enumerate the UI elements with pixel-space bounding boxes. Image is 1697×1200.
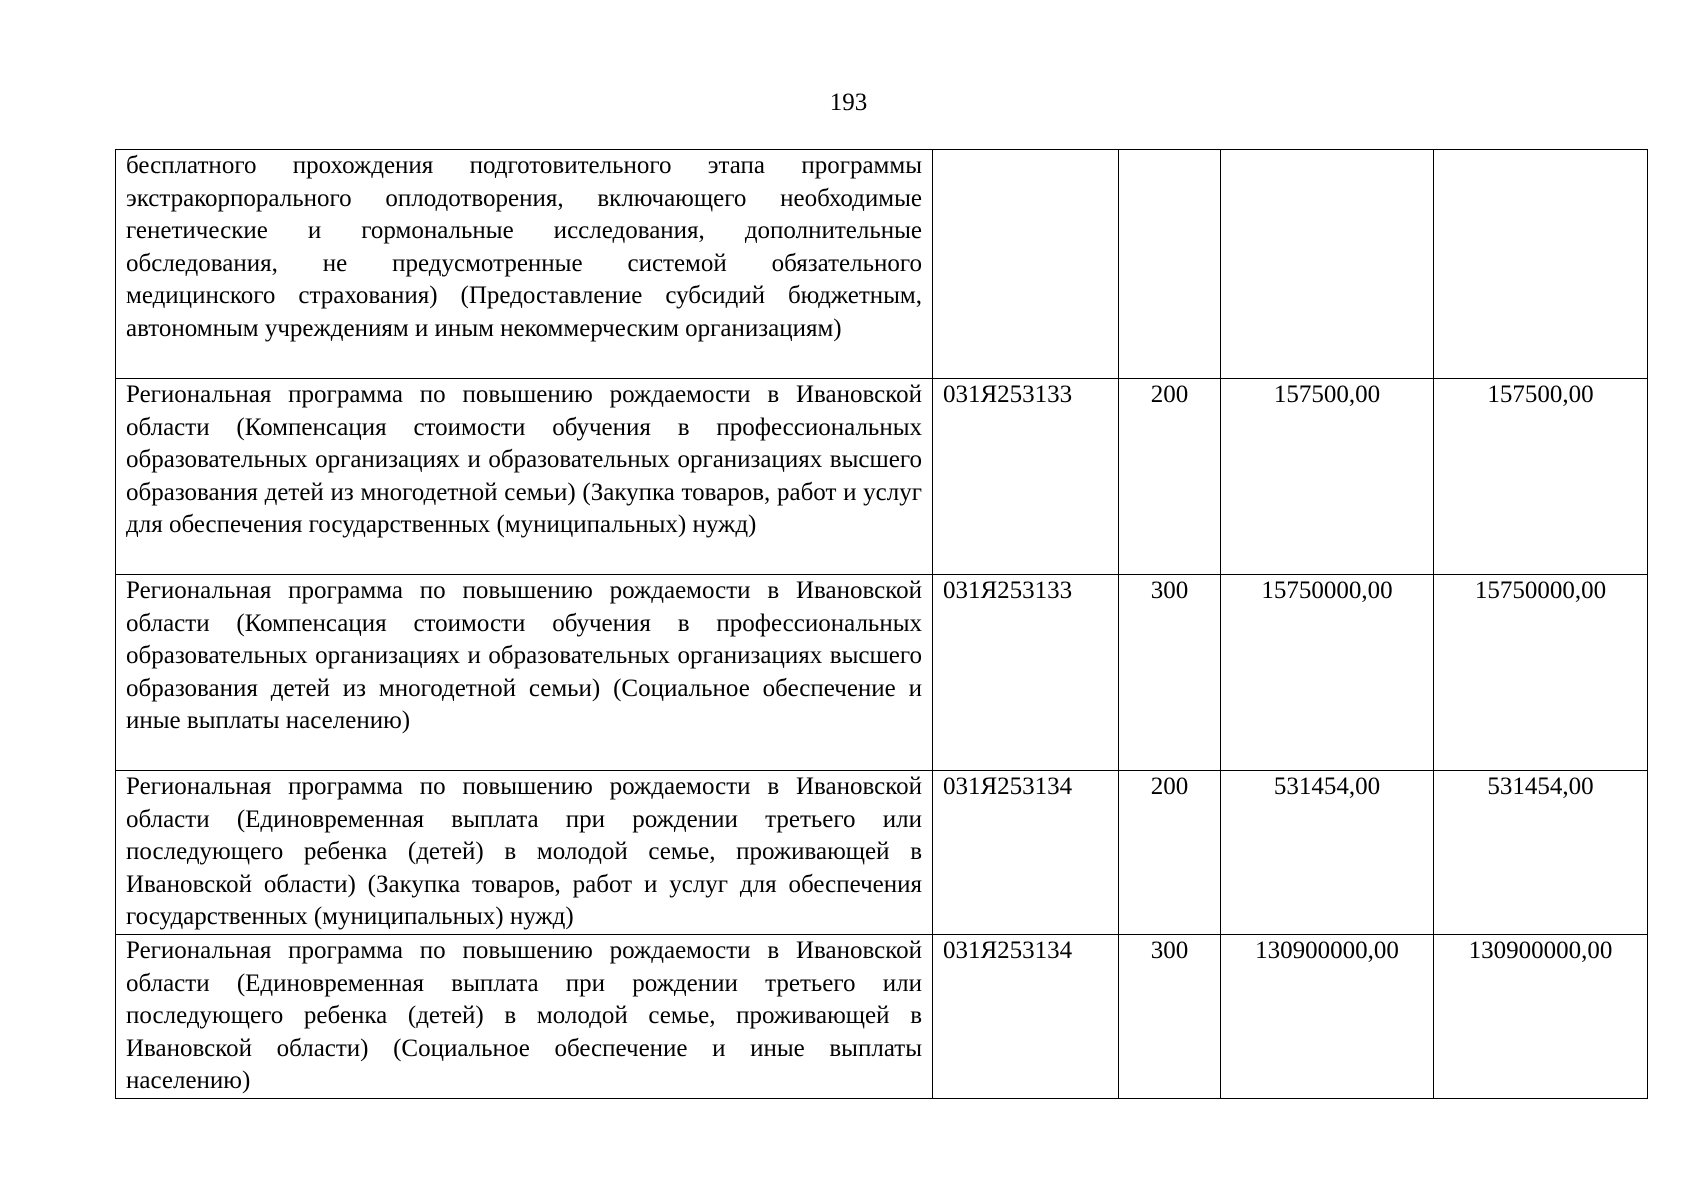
amount-year-1: 157500,00 xyxy=(1221,379,1434,575)
row-description: Региональная программа по повышению рождаемости в Ивановской области (Компенсация стоимости обучения в профессиональных образовательных организациях и образовательных организациях высшего образования детей из многодетной семьи) (Закупка товаров, работ и услуг для обеспечения государственных (муниципальных) нужд) xyxy=(116,379,933,575)
amount-year-2: 531454,00 xyxy=(1434,771,1648,935)
target-article-code: 031Я253134 xyxy=(933,771,1119,935)
amount-year-2 xyxy=(1434,150,1648,379)
target-article-code xyxy=(933,150,1119,379)
row-description: Региональная программа по повышению рождаемости в Ивановской области (Единовременная выплата при рождении третьего или последующего ребенка (детей) в молодой семье, проживающей в Ивановской области) (Социальное обеспечение и иные выплаты населению) xyxy=(116,934,933,1098)
expense-type-code: 300 xyxy=(1119,934,1221,1098)
amount-year-2: 15750000,00 xyxy=(1434,575,1648,771)
amount-year-1: 15750000,00 xyxy=(1221,575,1434,771)
expense-type-code xyxy=(1119,150,1221,379)
amount-year-1: 531454,00 xyxy=(1221,771,1434,935)
table-row xyxy=(116,150,1648,379)
row-description: Региональная программа по повышению рождаемости в Ивановской области (Единовременная выплата при рождении третьего или последующего ребенка (детей) в молодой семье, проживающей в Ивановской области) (Закупка товаров, работ и услуг для обеспечения государственных (муниципальных) нужд) xyxy=(116,771,933,935)
target-article-code: 031Я253133 xyxy=(933,575,1119,771)
expense-type-code: 300 xyxy=(1119,575,1221,771)
amount-year-1 xyxy=(1221,150,1434,379)
amount-year-2: 130900000,00 xyxy=(1434,934,1648,1098)
amount-year-1: 130900000,00 xyxy=(1221,934,1434,1098)
expense-type-code: 200 xyxy=(1119,379,1221,575)
page-number: 193 xyxy=(829,89,868,116)
row-description: Региональная программа по повышению рождаемости в Ивановской области (Компенсация стоимости обучения в профессиональных образовательных организациях и образовательных организациях высшего образования детей из многодетной семьи) (Социальное обеспечение и иные выплаты населению) xyxy=(116,575,933,771)
table-row xyxy=(116,771,1648,935)
budget-table xyxy=(115,149,1648,1099)
amount-year-2: 157500,00 xyxy=(1434,379,1648,575)
table-row xyxy=(116,934,1648,1098)
target-article-code: 031Я253134 xyxy=(933,934,1119,1098)
expense-type-code: 200 xyxy=(1119,771,1221,935)
row-description: бесплатного прохождения подготовительного этапа программы экстракорпорального оплодотворения, включающего необходимые генетические и гормональные исследования, дополнительные обследования, не предусмотренные системой обязательного медицинского страхования) (Предоставление субсидий бюджетным, автономным учреждениям и иным некоммерческим организациям) xyxy=(116,150,933,379)
table-row xyxy=(116,379,1648,575)
table-row xyxy=(116,575,1648,771)
target-article-code: 031Я253133 xyxy=(933,379,1119,575)
